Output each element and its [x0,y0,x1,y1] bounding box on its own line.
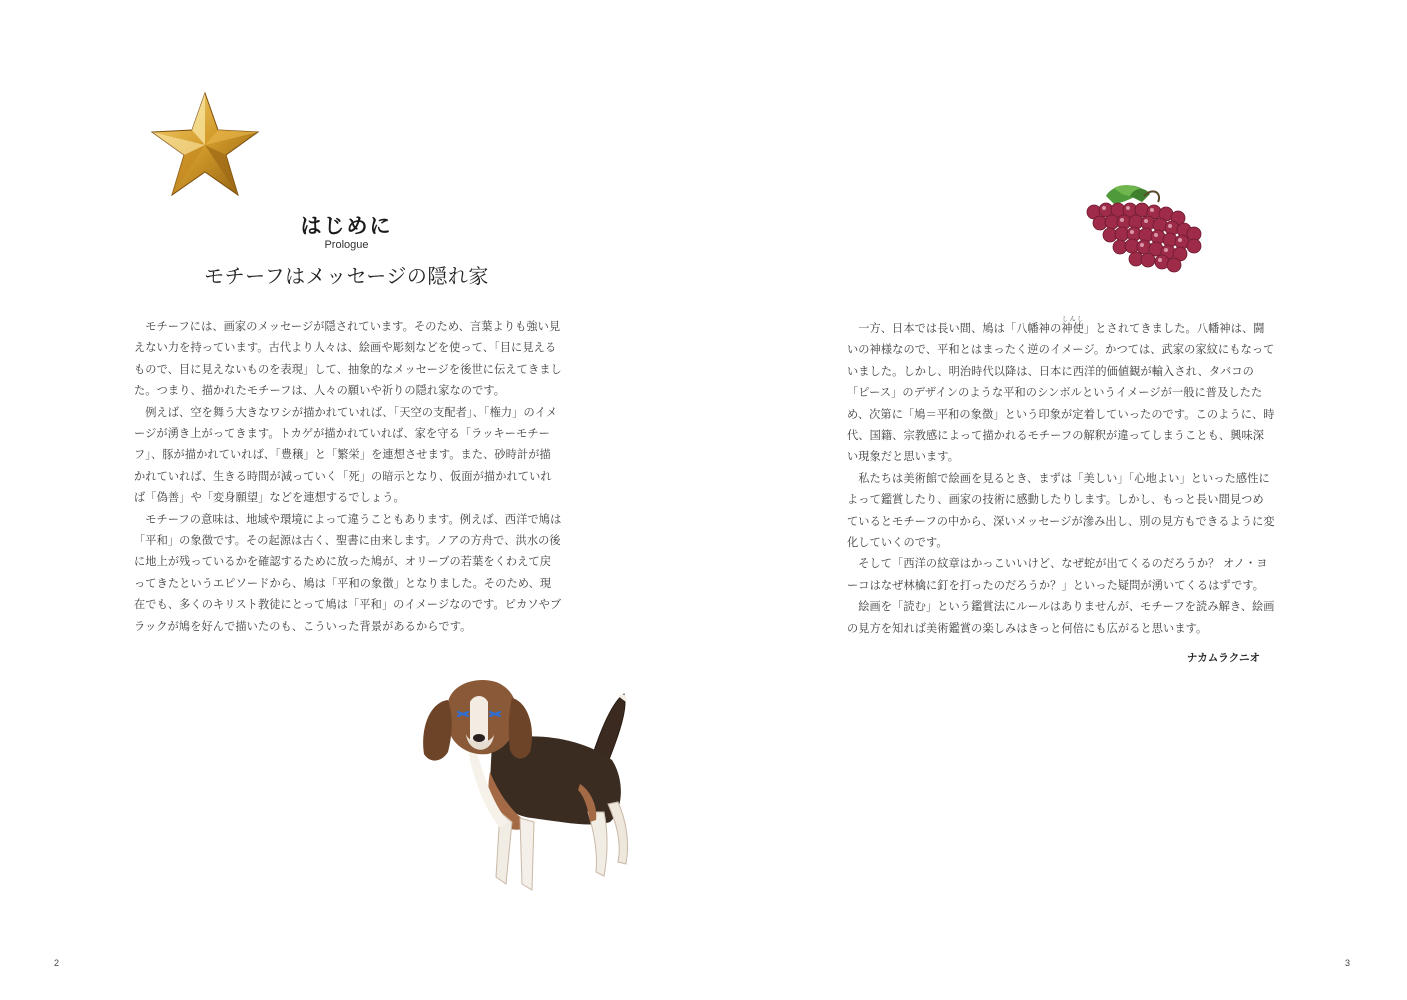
left-body-text [134,316,562,637]
author-name: ナカムラクニオ [1186,652,1260,664]
ruby-base: 神使 [1061,322,1084,335]
ruby-reading: しんし [1061,316,1084,323]
paragraph: そして「西洋の紋章はかっこいいけど、なぜ蛇が出てくるのだろうか？ オノ・ヨーコはなぜ林檎に釘を打ったのだろうか？」といった疑問が湧いてくるはずです。 [847,557,1268,592]
page-number: 3 [1345,958,1351,968]
prologue-heading [150,212,543,291]
grape-bunch-illustration [1078,180,1214,276]
right-page [704,0,1407,1000]
gold-star-illustration [148,90,262,200]
paragraph: 絵画を「読む」という鑑賞法にルールはありませんが、モチーフを読み解き、絵画の見方を知れば美術鑑賞の楽しみはきっと何倍にも広がると思います。 [847,600,1275,635]
paragraph: 私たちは美術館で絵画を見るとき、まずは「美しい」「心地よい」といった感性によって鑑賞したり、画家の技術に感動したりします。しかし、もっと長い間見つめているとモチーフの中から、深いメッセージが滲み出し、別の見方もできるように変化していくのです。 [847,471,1275,550]
left-page [0,0,703,1000]
paragraph [847,316,1275,468]
right-body-text [847,316,1275,639]
page-subtitle: Prologue [324,239,369,251]
paragraph-segment: 」とされてきました。八幡神は、闘いの神様なので、平和とはまったく逆のイメージ。かつては、武家の家紋にもなっていました。しかし、明治時代以降は、日本に西洋的価値観が輸入され、タバコの「ピース」のデザインのような平和のシンボルというイメージが一般に普及したため、次第に「鳩＝平和の象徴」という印象が定着していったのです。このように、時代、国籍、宗教感によって描かれるモチーフの解釈が違ってしまうことも、興味深い現象だと思います。 [847,322,1275,464]
beagle-dog-illustration [412,672,642,897]
paragraph: モチーフには、画家のメッセージが隠されています。そのため、言葉よりも強い見えない力を持っています。古代より人々は、絵画や彫刻などを使って、「目に見えるもので、目に見えないものを表現」して、抽象的なメッセージを後世に伝えてきました。つまり、描かれたモチーフは、人々の願いや祈りの隠れ家なのです。 [134,320,562,398]
paragraph-segment: 一方、日本では長い間、鳩は「八幡神の [858,322,1062,335]
ruby-annotation [1061,316,1084,335]
paragraph: モチーフの意味は、地域や環境によって違うこともあります。例えば、西洋で鳩は「平和」の象徴です。その起源は古く、聖書に由来します。ノアの方舟で、洪水の後に地上が残っているかを確認するために放った鳩が、オリーブの若葉をくわえて戻ってきたというエピソードから、鳩は「平和の象徴」となりました。そのため、現在でも、多くのキリスト教徒にとって鳩は「平和」のイメージなのです。ピカソやブラックが鳩を好んで描いたのも、こういった背景があるからです。 [134,512,562,633]
page-number: 2 [54,958,60,968]
page-title: はじめに [300,214,393,238]
catch-copy: モチーフはメッセージの隠れ家 [204,264,489,288]
paragraph: 例えば、空を舞う大きなワシが描かれていれば、「天空の支配者」、「権力」のイメージが湧き上がってきます。トカゲが描かれていれば、家を守る「ラッキーモチーフ」、豚が描かれていれば、「豊穣」と「繁栄」を連想させます。また、砂時計が描かれていれば、生きる時間が減っていく「死」の暗示となり、仮面が描かれていれば「偽善」や「変身願望」などを連想するでしょう。 [134,405,558,505]
